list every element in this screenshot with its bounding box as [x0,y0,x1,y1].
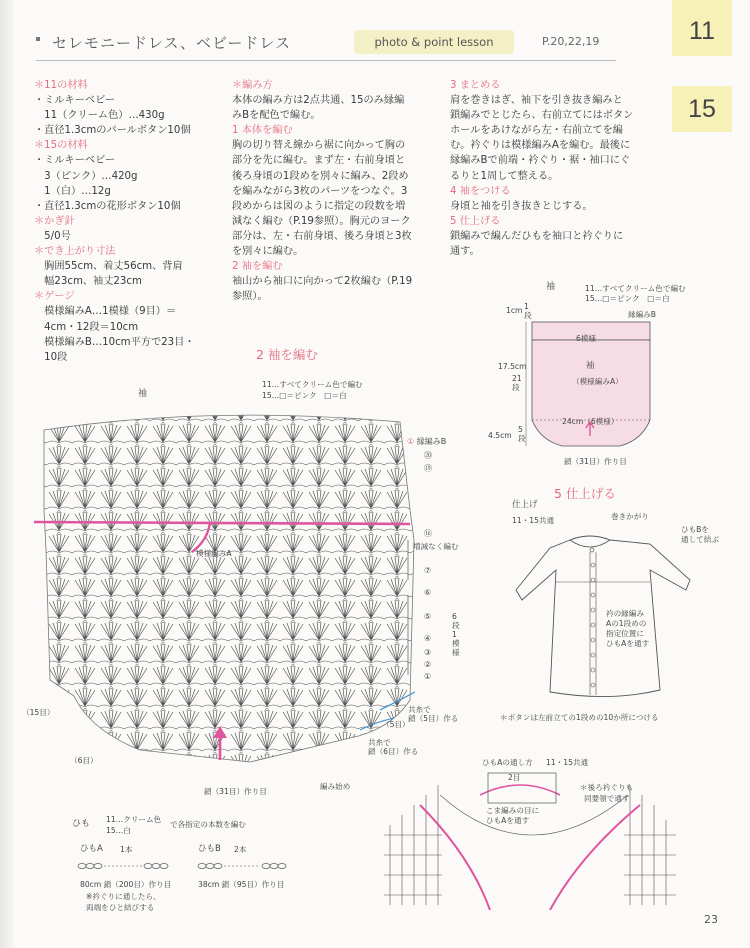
materials-line: ＊ゲージ [34,291,75,303]
instructions-line: 減なく編む（P.19参照）。胸元のヨーク [232,215,411,227]
chain-6-note-1: 共糸で [368,738,391,747]
instructions-column [232,78,412,304]
materials-line: ・直径1.3cmの花形ボタン10個 [34,200,181,212]
cord-a-count: 1本 [120,845,133,854]
cord-a-length: 80cm 鎖（200目）作り目 [80,880,172,889]
finishing-line: 身頃と袖を引き抜きとじする。 [450,200,593,212]
threading-note-1: こま編みの目に [486,806,540,815]
finishing-line: 通す。 [450,246,480,258]
materials-line: 11（クリーム色）…430g [34,110,165,122]
instructions-line: を別々に編む。 [232,246,304,258]
schematic-name: 袖 [586,361,595,371]
row-label-19: ⑲ [424,464,432,473]
cord-b-count: 2本 [234,845,247,854]
cord-label: ひも [72,819,91,829]
finish-heading: 5 仕上げる [554,486,616,501]
cord-b-note-2: 通して結ぶ [681,535,719,544]
instructions-line: ＊編み方 [232,80,273,91]
row-label-16: ⑯ [424,529,432,538]
schematic-height-2: 4.5cm [488,431,512,440]
sleeve-legend-1: 11…すべてクリーム色で編む [262,380,363,389]
materials-line: ・直径1.3cmのパールボタン10個 [34,125,191,137]
cord-b-name: ひもB [198,844,221,854]
instructions-line: を編みながら3枚のパーツをつなぐ。3 [232,185,408,197]
page-spine [0,0,14,948]
cord-instruction: で各指定の本数を編む [170,820,246,829]
schematic-edge-label: 縁編みB [628,310,656,319]
row-label-6: ⑥ [424,588,432,597]
cord-a-note-1: ※衿ぐりに通したら、 [86,892,161,901]
row-label-5: ⑤ [424,612,432,621]
threading-title: ひもAの通し方 [482,758,533,767]
instructions-line: 段めからは図のように指定の段数を増 [232,200,406,212]
finishing-line: るりと1周して整える。 [450,170,559,182]
cord-chains [76,856,296,876]
finishing-line: 4 袖をつける [450,185,511,197]
materials-line: 幅23cm、袖丈23cm [34,276,142,288]
collar-seam-label: 巻きかがり [611,512,649,521]
collar-note-4: ひもAを通す [606,639,650,648]
schematic-chain: 鎖（31目）作り目 [564,457,627,466]
cord-a-name: ひもA [80,844,103,854]
materials-line: ・ミルキーベビー [34,155,116,167]
finish-label: 仕上げ [512,500,538,510]
row-label-2: ② [424,660,432,669]
cord-a-note-2: 両端をひと結びする [86,903,155,912]
pattern-number-15: 15 [672,86,732,132]
instructions-line: 胸の切り替え線から裾に向かって胸の [232,140,406,152]
instructions-line: 2 袖を編む [232,261,283,273]
chain-5-note-1: 共糸で [408,705,431,714]
no-change-label: 増減なく編む [413,542,459,551]
pattern-number-11: 11 [672,0,732,56]
row-label-20: ⑳ [424,451,432,460]
schematic-rows-21: 21段 [512,374,522,392]
schematic-label: 袖 [546,282,556,292]
sleeve-legend-2: 15…□＝ピンク □＝白 [262,391,347,400]
materials-line: ＊かぎ針 [34,215,75,227]
row-label-7: ⑦ [424,566,432,575]
instructions-line: 1 本体を編む [232,125,293,137]
header-bullet [36,37,40,41]
threading-common: 11・15共通 [546,758,589,767]
materials-line: 5/0号 [34,230,71,242]
sleeve-crochet-chart [20,400,490,795]
schematic-bottom-width: 24cm（6模様） [562,417,619,426]
chain-31-label: 鎖（31目）作り目 [204,787,267,796]
schematic-row-1: 1段 [524,302,532,320]
instructions-line: 後ろ身頃の1段めを別々に編み、2段め [232,170,409,182]
instructions-line: みBを配色で編む。 [232,110,321,122]
finishing-line: む。衿ぐりは模様編みAを編む。最後に [450,140,631,152]
materials-line: 模様編みA…1模様（9目）＝ [34,306,177,318]
instructions-line: 袖山から袖口に向かって2枚編む（P.19 [232,276,413,288]
cord-b-note-1: ひもBを [681,525,709,534]
threading-note-4: 同要領で通す [584,794,630,803]
materials-line: 3（ピンク）…420g [34,170,138,182]
cord-b-length: 38cm 鎖（95目）作り目 [198,880,285,889]
materials-line: ＊でき上がり寸法 [34,246,116,258]
cord-color-1: 11…クリーム色 [106,815,162,824]
finishing-line: 肩を巻きはぎ、袖下を引き抜き編みと [450,95,623,107]
lesson-badge: photo & point lesson [354,30,514,54]
materials-line: ＊11の材料 [34,80,88,91]
collar-note-3: 指定位置に [606,629,644,638]
page-references: P.20,22,19 [542,35,600,48]
materials-column [34,78,195,365]
button-note: ＊ボタンは左前立ての1段めの10か所につける [500,713,659,722]
finish-common: 11・15共通 [512,516,555,525]
finishing-line: 5 仕上げる [450,215,501,227]
materials-line: 胸囲55cm、着丈56cm、背肩 [34,261,183,273]
pattern-a-label: 模様編みA [196,549,232,558]
chain-5-note-2: 鎖（5目）作る [408,714,459,723]
schematic-width-1: 1cm [506,306,523,315]
threading-row: 2目 [508,773,521,782]
threading-note-3: ＊後ろ衿ぐりも [580,783,634,792]
five-stitches-label: （5目） [382,720,410,729]
instructions-line: 部分は、左・右前身頃、後ろ身頃と3枚 [232,230,412,242]
row-label-1: ① [424,672,432,681]
materials-line: 1（白）…12g [34,185,111,197]
page-number: 23 [704,913,718,926]
instructions-line: 部分を先に編む。まず左・右前身頃と [232,155,406,167]
schematic-rows-5: 5段 [518,425,526,443]
row-label-3: ③ [424,648,432,657]
finishing-line: ホールをあけながら左・右前立てを編 [450,125,623,137]
six-stitches-label: （6目） [70,756,98,765]
schematic-legend-1: 11…すべてクリーム色で編む [585,284,686,293]
threading-note-2: ひもAを通す [486,816,530,825]
finishing-column [450,78,633,259]
cord-color-2: 15…白 [106,826,131,835]
materials-line: 4cm・12段＝10cm [34,321,139,333]
materials-line: 模様編みB…10cm平方で23目・ [34,336,195,348]
sleeve-section-heading: 2 袖を編む [256,347,318,362]
collar-note-2: Aの1段めの [606,619,647,628]
edge-b-row-label: ① 縁編みB [407,437,447,446]
collar-note-1: 衿の縁編み [606,609,644,618]
start-label: 編み始め [320,782,351,791]
instructions-line: 参照）。 [232,291,268,303]
schematic-legend-2: 15…□＝ピンク □＝白 [585,294,670,303]
materials-line: ＊15の材料 [34,140,88,152]
sleeve-chart-label: 袖 [138,389,148,399]
fifteen-stitches-label: （15目） [22,708,55,717]
chain-6-note-2: 鎖（6目）作る [368,747,419,756]
instructions-line: 本体の編み方は2点共通、15のみ縁編 [232,95,405,107]
schematic-height-1: 17.5cm [498,362,527,371]
page-title: セレモニードレス、ベビードレス [52,34,291,52]
finishing-line: 鎖編みで編んだひもを袖口と衿ぐりに [450,230,624,242]
header-rule [36,60,616,61]
row-label-4: ④ [424,634,432,643]
finishing-line: 縁編みBで前端・衿ぐり・裾・袖口にぐ [450,155,631,167]
finishing-line: 3 まとめる [450,80,501,91]
threading-chart [380,765,680,910]
finishing-line: 鎖編みでとじたら、右前立てにはボタン [450,110,634,122]
materials-line: ・ミルキーベビー [34,95,116,107]
schematic-pattern: （模様編みA） [572,377,623,386]
schematic-six-patterns: 6模様 [576,334,597,343]
materials-line: 10段 [34,351,68,363]
six-rows-label: 6段1模様 [452,612,460,657]
